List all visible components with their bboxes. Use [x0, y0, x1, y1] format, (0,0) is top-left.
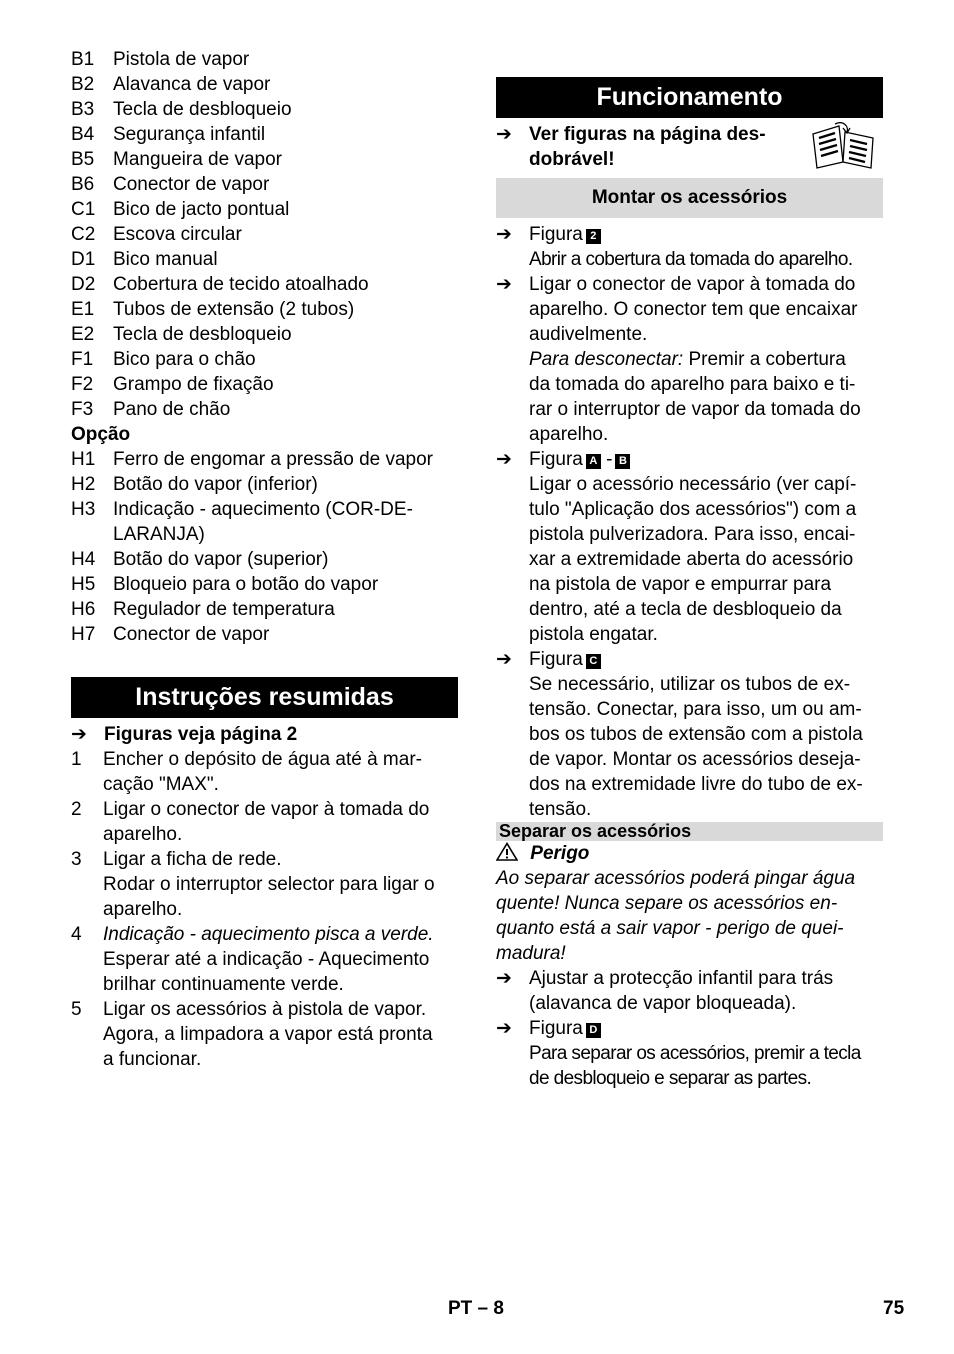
- text-line: Ao separar acessórios poderá pingar água: [496, 868, 856, 889]
- operation-heading: Funcionamento: [496, 77, 883, 118]
- item-code: H1: [71, 449, 96, 470]
- step-number: 5: [71, 999, 82, 1020]
- foldout-book-icon: [803, 122, 883, 172]
- list-item: [71, 347, 458, 372]
- text-line: dos na extremidade livre do tubo de ex-: [529, 774, 863, 795]
- text-line: pistola pulverizadora. Para isso, encai-: [529, 524, 856, 545]
- item-label: Bico manual: [113, 249, 218, 270]
- text-line: Se necessário, utilizar os tubos de ex-: [529, 674, 851, 695]
- item-label: Tubos de extensão (2 tubos): [113, 299, 355, 320]
- item-label: Botão do vapor (superior): [113, 549, 329, 570]
- mount-accessories-heading: Montar os acessórios: [496, 178, 883, 218]
- step-figure-a-b: ➔ Figura A - B Ligar o acessório necessário (ver capí- tulo "Aplicação dos acessórios") com a pistola pulverizadora. Para isso, encai- xar a extremidade aberta do acessório na pistola de vapor e empurrar para dentro, até a tecla de desbloqueio da pistola engatar.: [496, 449, 857, 645]
- figure-badge: D: [586, 1023, 601, 1038]
- item-code: H6: [71, 599, 96, 620]
- item-label: Indicação - aquecimento (COR-DE-: [113, 499, 413, 520]
- item-code: B3: [71, 99, 95, 120]
- item-label: LARANJA): [113, 524, 205, 545]
- quick-step: 5 Ligar os acessórios à pistola de vapor. Agora, a limpadora a vapor está pronta a funcionar.: [71, 999, 433, 1070]
- list-item-continuation: [71, 522, 458, 547]
- text-line: na pistola de vapor e empurrar para: [529, 574, 832, 595]
- figures-note: ➔ Figuras veja página 2: [71, 724, 298, 745]
- quick-step: 1 Encher o depósito de água até à mar- cação "MAX".: [71, 749, 422, 795]
- text-line: dentro, até a tecla de desbloqueio da: [529, 599, 842, 620]
- step-number: 1: [71, 749, 82, 770]
- item-label: Conector de vapor: [113, 624, 270, 645]
- item-label: Pistola de vapor: [113, 49, 250, 70]
- step-number: 3: [71, 849, 82, 870]
- mount-p1: Abrir a cobertura da tomada do aparelho.: [529, 249, 853, 270]
- text-line: pistola engatar.: [529, 624, 658, 645]
- item-code: H3: [71, 499, 96, 520]
- arrow-right-icon: ➔: [496, 649, 512, 670]
- item-code: E2: [71, 324, 95, 345]
- quick-steps: [71, 747, 458, 1072]
- list-item: [71, 147, 458, 172]
- item-code: H7: [71, 624, 96, 645]
- arrow-right-icon: ➔: [71, 724, 87, 745]
- list-item: [71, 397, 458, 422]
- item-code: F3: [71, 399, 94, 420]
- item-code: C1: [71, 199, 96, 220]
- item-label: Escova circular: [113, 224, 242, 245]
- list-item: [71, 247, 458, 272]
- item-code: B1: [71, 49, 95, 70]
- list-item: [71, 472, 458, 497]
- figure-badge: B: [615, 454, 630, 469]
- list-item: [71, 547, 458, 572]
- list-item: [71, 572, 458, 597]
- warning-triangle-icon: [496, 842, 518, 861]
- list-item: [71, 622, 458, 647]
- step-figure-c: ➔ Figura C Se necessário, utilizar os tubos de ex- tensão. Conectar, para isso, um ou am- bos os tubos de extensão com a pistola de vapor. Montar os acessórios deseja- dos na extremidade livre do tubo de ex- tensão.: [496, 649, 863, 820]
- item-label: Ferro de engomar a pressão de vapor: [113, 449, 434, 470]
- text-line: tensão. Conectar, para isso, um ou am-: [529, 699, 862, 720]
- item-label: Bloqueio para o botão do vapor: [113, 574, 379, 595]
- danger-text: [496, 866, 883, 966]
- text-line: tensão.: [529, 799, 592, 820]
- item-code: F1: [71, 349, 94, 370]
- figure-badge: 2: [586, 229, 601, 244]
- step-figure-d: ➔ Figura D Para separar os acessórios, premir a tecla de desbloqueio e separar as partes.: [496, 1018, 861, 1089]
- list-item: [71, 172, 458, 197]
- item-label: Bico para o chão: [113, 349, 256, 370]
- item-code: B4: [71, 124, 95, 145]
- item-code: D2: [71, 274, 96, 295]
- arrow-right-icon: ➔: [496, 968, 512, 989]
- item-code: C2: [71, 224, 96, 245]
- text-line: bos os tubos de extensão com a pistola: [529, 724, 863, 745]
- text-line: quanto está a sair vapor - perigo de quei-: [496, 918, 844, 939]
- list-item: [71, 322, 458, 347]
- quick-instructions-heading: Instruções resumidas: [71, 677, 458, 718]
- item-code: E1: [71, 299, 95, 320]
- text-line: tulo "Aplicação dos acessórios") com a: [529, 499, 857, 520]
- list-item: [71, 272, 458, 297]
- step-number: 4: [71, 924, 82, 945]
- list-item: [71, 222, 458, 247]
- figure-badge: C: [586, 654, 601, 669]
- quick-step: 3 Ligar a ficha de rede. Rodar o interruptor selector para ligar o aparelho.: [71, 849, 435, 920]
- text-line: Ligar o acessório necessário (ver capí-: [529, 474, 857, 495]
- text-line: xar a extremidade aberta do acessório: [529, 549, 854, 570]
- list-item: [71, 72, 458, 97]
- list-item: [71, 297, 458, 322]
- parts-list: [71, 47, 458, 422]
- item-code: H2: [71, 474, 96, 495]
- separate-accessories-heading: Separar os acessórios: [496, 822, 883, 841]
- list-item: [71, 372, 458, 397]
- quick-step: 2 Ligar o conector de vapor à tomada do aparelho.: [71, 799, 430, 845]
- list-item: [71, 197, 458, 222]
- item-code: H5: [71, 574, 96, 595]
- text-line: madura!: [496, 943, 566, 964]
- option-heading: Opção: [71, 424, 131, 445]
- item-label: Regulador de temperatura: [113, 599, 335, 620]
- item-code: H4: [71, 549, 96, 570]
- arrow-right-icon: ➔: [496, 449, 512, 470]
- left-column: [71, 47, 458, 1072]
- see-figures-note: ➔ Ver figuras na página des- dobrável!: [496, 122, 883, 172]
- danger-label-row: Perigo: [496, 841, 883, 866]
- mount-p2: ➔ Ligar o conector de vapor à tomada do aparelho. O conector tem que encaixar audivelmente. Para desconectar: Premir a cobertura da tomada do aparelho para baixo e ti- rar o interruptor de vapor da tomada do aparelho.: [496, 274, 861, 445]
- item-label: Cobertura de tecido atoalhado: [113, 274, 369, 295]
- item-label: Bico de jacto pontual: [113, 199, 290, 220]
- list-item: [71, 597, 458, 622]
- item-code: B5: [71, 149, 95, 170]
- item-label: Tecla de desbloqueio: [113, 99, 292, 120]
- item-label: Grampo de fixação: [113, 374, 274, 395]
- child-safety-step: ➔ Ajustar a protecção infantil para trás (alavanca de vapor bloqueada).: [496, 968, 834, 1014]
- footer-page-number: 75: [883, 1298, 905, 1319]
- list-item: [71, 47, 458, 72]
- quick-step: 4 Indicação - aquecimento pisca a verde. Esperar até a indicação - Aquecimento brilhar continuamente verde.: [71, 924, 434, 995]
- item-label: Mangueira de vapor: [113, 149, 282, 170]
- text-line: de vapor. Montar os acessórios deseja-: [529, 749, 861, 770]
- list-item: [71, 97, 458, 122]
- item-code: B6: [71, 174, 95, 195]
- list-item: [71, 122, 458, 147]
- step-figure-2: ➔ Figura 2: [496, 222, 883, 247]
- item-label: Tecla de desbloqueio: [113, 324, 292, 345]
- figure-badge: A: [586, 454, 601, 469]
- item-code: F2: [71, 374, 94, 395]
- arrow-right-icon: ➔: [496, 274, 512, 295]
- item-label: Pano de chão: [113, 399, 231, 420]
- arrow-right-icon: ➔: [496, 124, 512, 145]
- item-label: Alavanca de vapor: [113, 74, 271, 95]
- arrow-right-icon: ➔: [496, 224, 512, 245]
- list-item: [71, 497, 458, 522]
- item-code: D1: [71, 249, 96, 270]
- item-label: Segurança infantil: [113, 124, 266, 145]
- item-label: Conector de vapor: [113, 174, 270, 195]
- list-item: [71, 447, 458, 472]
- step-number: 2: [71, 799, 82, 820]
- right-column: [496, 77, 883, 1091]
- item-code: B2: [71, 74, 95, 95]
- item-label: Botão do vapor (inferior): [113, 474, 318, 495]
- arrow-right-icon: ➔: [496, 1018, 512, 1039]
- option-list: [71, 447, 458, 647]
- footer-language-page: PT – 8: [448, 1298, 504, 1319]
- text-line: quente! Nunca separe os acessórios en-: [496, 893, 838, 914]
